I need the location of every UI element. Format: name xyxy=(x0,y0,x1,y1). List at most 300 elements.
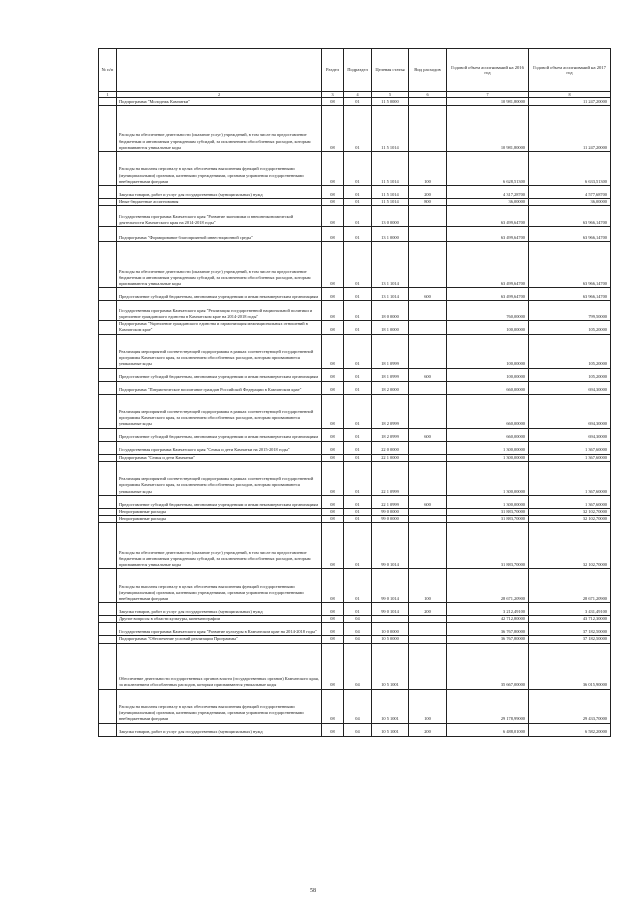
cell-num xyxy=(99,616,117,623)
cell-y2016: 29 178,99000 xyxy=(447,689,529,723)
cell-target xyxy=(372,616,409,623)
table-row xyxy=(99,206,611,227)
cell-y2017: 105,20000 xyxy=(529,368,611,381)
cell-target: 10 5 1001 xyxy=(372,643,409,689)
cell-target: 18 2 0000 xyxy=(372,381,409,394)
table-row xyxy=(99,461,611,495)
cell-name: Закупка товаров, работ и услуг для государственных (муниципальных) нужд xyxy=(117,186,322,199)
table-row xyxy=(99,301,611,321)
cell-subsection: 04 xyxy=(344,643,372,689)
cell-y2017: 1 367,60000 xyxy=(529,495,611,508)
cell-target: 22 1 0999 xyxy=(372,495,409,508)
cell-y2016: 31 883,70000 xyxy=(447,516,529,523)
cell-section: 08 xyxy=(322,301,344,321)
cell-name: Предоставление субсидий бюджетным, автономным учреждениям и иным некоммерческим организациям xyxy=(117,495,322,508)
cell-num xyxy=(99,368,117,381)
header-target: Целевая статья xyxy=(372,49,409,92)
cell-subsection: 01 xyxy=(344,516,372,523)
cell-name: Предоставление субсидий бюджетным, автономным учреждениям и иным некоммерческим организациям xyxy=(117,428,322,441)
table-row xyxy=(99,643,611,689)
cell-target: 18 0 0000 xyxy=(372,301,409,321)
table-row xyxy=(99,152,611,186)
cell-num xyxy=(99,523,117,569)
cell-name: Подпрограмма "Обеспечение условий реализации Программы" xyxy=(117,636,322,643)
cell-subsection: 01 xyxy=(344,495,372,508)
cell-subsection: 01 xyxy=(344,321,372,334)
budget-sheet xyxy=(98,48,610,737)
cell-y2016: 10 981,80000 xyxy=(447,98,529,106)
cell-y2016: 100,00000 xyxy=(447,334,529,368)
cell-y2017: 36,00000 xyxy=(529,199,611,206)
col-number: 3 xyxy=(322,92,344,98)
header-subsection: Подраздел xyxy=(344,49,372,92)
table-row xyxy=(99,98,611,106)
cell-vr xyxy=(409,98,447,106)
cell-y2016: 36 767,80000 xyxy=(447,636,529,643)
cell-y2016: 4 317,28700 xyxy=(447,186,529,199)
cell-y2016: 28 671,20900 xyxy=(447,569,529,603)
cell-vr: 100 xyxy=(409,569,447,603)
col-number: 2 xyxy=(117,92,322,98)
cell-num xyxy=(99,623,117,636)
cell-subsection: 01 xyxy=(344,152,372,186)
cell-section: 08 xyxy=(322,206,344,227)
cell-section: 08 xyxy=(322,569,344,603)
cell-y2016: 100,00000 xyxy=(447,368,529,381)
table-row xyxy=(99,288,611,301)
cell-y2016: 36 767,80000 xyxy=(447,623,529,636)
cell-section: 08 xyxy=(322,227,344,242)
cell-subsection: 01 xyxy=(344,227,372,242)
table-row xyxy=(99,227,611,242)
cell-num xyxy=(99,441,117,454)
cell-y2016: 63 499,64700 xyxy=(447,206,529,227)
cell-y2017: 63 966,14700 xyxy=(529,206,611,227)
table-row xyxy=(99,368,611,381)
table-row xyxy=(99,186,611,199)
cell-section: 08 xyxy=(322,428,344,441)
cell-y2017: 32 102,70000 xyxy=(529,516,611,523)
header-expense-type: Вид расходов xyxy=(409,49,447,92)
cell-vr xyxy=(409,623,447,636)
cell-name: Предоставление субсидий бюджетным, автономным учреждениям и иным некоммерческим организациям xyxy=(117,288,322,301)
cell-num xyxy=(99,381,117,394)
cell-section: 08 xyxy=(322,381,344,394)
cell-vr: 600 xyxy=(409,495,447,508)
cell-target: 18 1 0999 xyxy=(372,334,409,368)
cell-y2017: 105,20000 xyxy=(529,334,611,368)
table-row xyxy=(99,106,611,152)
cell-subsection: 01 xyxy=(344,441,372,454)
cell-target: 11 5 0000 xyxy=(372,98,409,106)
cell-section: 08 xyxy=(322,334,344,368)
cell-num xyxy=(99,206,117,227)
cell-section: 08 xyxy=(322,288,344,301)
cell-name: Государственная программа Камчатского края "Развитие экономики и внешнеэкономической деятельности Камчатского края на 2014-2018 годы" xyxy=(117,206,322,227)
cell-section: 08 xyxy=(322,186,344,199)
cell-name: Закупка товаров, работ и услуг для государственных (муниципальных) нужд xyxy=(117,723,322,736)
cell-vr xyxy=(409,441,447,454)
cell-num xyxy=(99,242,117,288)
cell-subsection: 01 xyxy=(344,523,372,569)
cell-subsection: 01 xyxy=(344,334,372,368)
cell-target: 22 1 0000 xyxy=(372,454,409,461)
cell-num xyxy=(99,288,117,301)
cell-num xyxy=(99,643,117,689)
cell-vr: 200 xyxy=(409,603,447,616)
cell-name: Подпрограмма "Укрепление гражданского единства и гармонизация межнациональных отношений в Камчатском крае" xyxy=(117,321,322,334)
cell-vr xyxy=(409,227,447,242)
cell-vr xyxy=(409,516,447,523)
col-number: 1 xyxy=(99,92,117,98)
cell-name: Реализация мероприятий соответствующей подпрограммы в рамках соответствующей государственной программы Камчатского края, за исключением обособленных расходов, которым присваиваются уникальные коды xyxy=(117,334,322,368)
cell-y2017: 36 015,90000 xyxy=(529,643,611,689)
cell-target: 99 0 1014 xyxy=(372,523,409,569)
cell-num xyxy=(99,152,117,186)
cell-name: Реализация мероприятий соответствующей подпрограммы в рамках соответствующей государственной программы Камчатского края, за исключением обособленных расходов, которым присваиваются уникальные коды xyxy=(117,461,322,495)
cell-target: 13 0 0000 xyxy=(372,206,409,227)
cell-subsection: 01 xyxy=(344,461,372,495)
cell-target: 11 5 1014 xyxy=(372,199,409,206)
page-number: 58 xyxy=(310,888,316,894)
cell-vr: 600 xyxy=(409,368,447,381)
table-row xyxy=(99,623,611,636)
cell-subsection: 01 xyxy=(344,394,372,428)
table-row xyxy=(99,334,611,368)
cell-y2016: 31 883,70000 xyxy=(447,508,529,515)
cell-vr: 100 xyxy=(409,689,447,723)
cell-target: 99 0 0000 xyxy=(372,516,409,523)
cell-y2016: 1 300,00000 xyxy=(447,441,529,454)
table-body xyxy=(99,98,611,737)
cell-subsection: 01 xyxy=(344,301,372,321)
cell-vr: 200 xyxy=(409,186,447,199)
cell-y2016: 100,00000 xyxy=(447,321,529,334)
cell-name: Расходы на выплаты персоналу в целях обеспечения выполнения функций государственными (муниципальными) органами, казенными учреждениями, органами управления государственными внебюджетными фондами xyxy=(117,152,322,186)
header-2016: Годовой объем ассигнований на 2016 год xyxy=(447,49,529,92)
cell-y2017: 37 182,50000 xyxy=(529,636,611,643)
cell-vr xyxy=(409,381,447,394)
cell-num xyxy=(99,495,117,508)
cell-section: 08 xyxy=(322,106,344,152)
cell-target: 10 5 1001 xyxy=(372,689,409,723)
cell-name: Государственная программа Камчатского края "Развитие культуры в Камчатском крае на 2014-2018 годы" xyxy=(117,623,322,636)
cell-vr xyxy=(409,643,447,689)
cell-subsection: 01 xyxy=(344,106,372,152)
cell-subsection: 01 xyxy=(344,508,372,515)
cell-vr: 200 xyxy=(409,723,447,736)
col-number: 8 xyxy=(529,92,611,98)
table-row xyxy=(99,616,611,623)
cell-section: 08 xyxy=(322,723,344,736)
cell-name: Непрограммные расходы xyxy=(117,516,322,523)
cell-name: Иные бюджетные ассигнования xyxy=(117,199,322,206)
cell-section: 08 xyxy=(322,603,344,616)
table-row xyxy=(99,242,611,288)
cell-target: 11 5 1014 xyxy=(372,106,409,152)
header-2017: Годовой объем ассигнований на 2017 год xyxy=(529,49,611,92)
cell-name: Непрограммные расходы xyxy=(117,508,322,515)
cell-section: 08 xyxy=(322,623,344,636)
cell-name: Подпрограмма "Патриотическое воспитание граждан Российской Федерации в Камчатском крае" xyxy=(117,381,322,394)
cell-y2016: 63 499,64700 xyxy=(447,288,529,301)
cell-name: Расходы на выплаты персоналу в целях обеспечения выполнения функций государственными (муниципальными) органами, казенными учреждениями, органами управления государственными внебюджетными фондами xyxy=(117,689,322,723)
cell-subsection: 01 xyxy=(344,186,372,199)
cell-subsection: 04 xyxy=(344,623,372,636)
cell-y2017: 1 367,60000 xyxy=(529,441,611,454)
cell-num xyxy=(99,454,117,461)
cell-y2017: 4 577,68700 xyxy=(529,186,611,199)
cell-section: 08 xyxy=(322,636,344,643)
cell-subsection: 01 xyxy=(344,242,372,288)
cell-subsection: 04 xyxy=(344,723,372,736)
cell-vr: 100 xyxy=(409,152,447,186)
table-row xyxy=(99,441,611,454)
cell-subsection: 04 xyxy=(344,636,372,643)
cell-target: 13 1 1014 xyxy=(372,288,409,301)
col-number: 4 xyxy=(344,92,372,98)
cell-subsection: 01 xyxy=(344,98,372,106)
cell-target: 13 1 0000 xyxy=(372,227,409,242)
cell-num xyxy=(99,723,117,736)
cell-y2016: 6 628,51300 xyxy=(447,152,529,186)
table-row xyxy=(99,394,611,428)
cell-name: Расходы на обеспечение деятельности (оказание услуг) учреждений, в том числе на предоставление бюджетным и автономным учреждениям субсидий, за исключением обособленных расходов, которым присваиваются уникальные коды xyxy=(117,523,322,569)
cell-target: 18 2 0999 xyxy=(372,394,409,428)
header-num: № п/п xyxy=(99,49,117,92)
cell-y2017: 694,30000 xyxy=(529,394,611,428)
cell-section: 08 xyxy=(322,516,344,523)
cell-target: 10 5 0000 xyxy=(372,636,409,643)
cell-subsection: 01 xyxy=(344,199,372,206)
cell-num xyxy=(99,603,117,616)
cell-name: Расходы на выплаты персоналу в целях обеспечения выполнения функций государственными (муниципальными) органами, казенными учреждениями, органами управления государственными внебюджетными фондами xyxy=(117,569,322,603)
col-number: 7 xyxy=(447,92,529,98)
cell-subsection: 01 xyxy=(344,569,372,603)
cell-target: 13 1 1014 xyxy=(372,242,409,288)
cell-num xyxy=(99,334,117,368)
cell-y2017: 32 102,70000 xyxy=(529,523,611,569)
table-row xyxy=(99,603,611,616)
cell-num xyxy=(99,394,117,428)
cell-section: 08 xyxy=(322,394,344,428)
cell-section: 08 xyxy=(322,461,344,495)
cell-y2016: 660,00000 xyxy=(447,394,529,428)
cell-subsection: 01 xyxy=(344,428,372,441)
cell-section: 08 xyxy=(322,508,344,515)
cell-section: 08 xyxy=(322,152,344,186)
cell-num xyxy=(99,428,117,441)
cell-subsection: 01 xyxy=(344,368,372,381)
cell-y2017: 694,30000 xyxy=(529,428,611,441)
cell-num xyxy=(99,199,117,206)
table-row xyxy=(99,495,611,508)
header-name xyxy=(117,49,322,92)
cell-target: 11 5 1014 xyxy=(372,152,409,186)
cell-num xyxy=(99,98,117,106)
cell-y2016: 63 499,64700 xyxy=(447,242,529,288)
cell-target: 10 5 1001 xyxy=(372,723,409,736)
cell-y2017: 63 966,14700 xyxy=(529,227,611,242)
cell-vr xyxy=(409,206,447,227)
table-row xyxy=(99,523,611,569)
cell-num xyxy=(99,461,117,495)
cell-num xyxy=(99,689,117,723)
cell-name: Государственная программа Камчатского края "Реализация государственной национальной политики и укрепление гражданского единства в Камчатском крае на 2014-2018 годы" xyxy=(117,301,322,321)
cell-section: 08 xyxy=(322,242,344,288)
cell-vr xyxy=(409,508,447,515)
table-row xyxy=(99,428,611,441)
cell-y2016: 660,00000 xyxy=(447,428,529,441)
cell-vr: 600 xyxy=(409,288,447,301)
cell-y2017: 799,50000 xyxy=(529,301,611,321)
cell-section: 08 xyxy=(322,495,344,508)
cell-vr xyxy=(409,636,447,643)
cell-section: 08 xyxy=(322,368,344,381)
cell-num xyxy=(99,301,117,321)
cell-section: 08 xyxy=(322,321,344,334)
cell-y2016: 35 667,00000 xyxy=(447,643,529,689)
col-number: 5 xyxy=(372,92,409,98)
cell-y2017: 37 182,50000 xyxy=(529,623,611,636)
cell-name: Обеспечение деятельности государственных органов власти (государственных органов) Камчатского края, за исключением обособленных расходов, которым присваиваются уникальные коды xyxy=(117,643,322,689)
cell-y2016: 3 212,49100 xyxy=(447,603,529,616)
cell-y2017: 63 966,14700 xyxy=(529,288,611,301)
cell-name: Подпрограмма "Семья и дети Камчатки" xyxy=(117,454,322,461)
cell-subsection: 01 xyxy=(344,381,372,394)
cell-num xyxy=(99,636,117,643)
cell-y2016: 660,00000 xyxy=(447,381,529,394)
cell-y2016: 6 488,01000 xyxy=(447,723,529,736)
cell-vr xyxy=(409,394,447,428)
cell-section: 08 xyxy=(322,441,344,454)
cell-target: 99 0 1014 xyxy=(372,603,409,616)
table-row xyxy=(99,381,611,394)
cell-section: 08 xyxy=(322,689,344,723)
cell-vr xyxy=(409,616,447,623)
header-section: Раздел xyxy=(322,49,344,92)
col-number: 6 xyxy=(409,92,447,98)
cell-y2017: 3 431,49100 xyxy=(529,603,611,616)
cell-name: Предоставление субсидий бюджетным, автономным учреждениям и иным некоммерческим организациям xyxy=(117,368,322,381)
cell-target: 22 0 0000 xyxy=(372,441,409,454)
cell-y2017: 43 712,30000 xyxy=(529,616,611,623)
cell-y2017: 1 367,60000 xyxy=(529,454,611,461)
table-row xyxy=(99,723,611,736)
cell-subsection: 04 xyxy=(344,616,372,623)
cell-vr xyxy=(409,454,447,461)
cell-y2016: 36,00000 xyxy=(447,199,529,206)
cell-name: Государственная программа Камчатского края "Семья и дети Камчатки на 2015-2018 годы" xyxy=(117,441,322,454)
cell-y2017: 29 433,70000 xyxy=(529,689,611,723)
cell-vr xyxy=(409,523,447,569)
cell-y2017: 11 247,20000 xyxy=(529,106,611,152)
cell-target: 11 5 1014 xyxy=(372,186,409,199)
cell-y2017: 1 367,60000 xyxy=(529,461,611,495)
cell-vr xyxy=(409,301,447,321)
cell-num xyxy=(99,227,117,242)
cell-name: Реализация мероприятий соответствующей подпрограммы в рамках соответствующей государственной программы Камчатского края, за исключением обособленных расходов, которым присваиваются уникальные коды xyxy=(117,394,322,428)
table-row xyxy=(99,199,611,206)
cell-subsection: 01 xyxy=(344,603,372,616)
cell-name: Закупка товаров, работ и услуг для государственных (муниципальных) нужд xyxy=(117,603,322,616)
cell-num xyxy=(99,186,117,199)
cell-num xyxy=(99,516,117,523)
cell-vr: 600 xyxy=(409,428,447,441)
table-row xyxy=(99,569,611,603)
cell-num xyxy=(99,321,117,334)
cell-name: Другие вопросы в области культуры, кинематографии xyxy=(117,616,322,623)
cell-y2017: 28 671,20900 xyxy=(529,569,611,603)
table-row xyxy=(99,636,611,643)
cell-y2017: 11 247,20000 xyxy=(529,98,611,106)
cell-name: Расходы на обеспечение деятельности (оказание услуг) учреждений, в том числе на предоставление бюджетным и автономным учреждениям субсидий, за исключением обособленных расходов, которым присваиваются уникальные коды xyxy=(117,242,322,288)
cell-target: 10 0 0000 xyxy=(372,623,409,636)
cell-section: 08 xyxy=(322,199,344,206)
cell-name: Расходы на обеспечение деятельности (оказание услуг) учреждений, в том числе на предоставление бюджетным и автономным учреждениям субсидий, за исключением обособленных расходов, которым присваиваются уникальные коды xyxy=(117,106,322,152)
cell-name: Подпрограмма "Молодежь Камчатки" xyxy=(117,98,322,106)
cell-name: Подпрограмма "Формирование благоприятной инвестиционной среды" xyxy=(117,227,322,242)
cell-subsection: 01 xyxy=(344,454,372,461)
cell-vr xyxy=(409,461,447,495)
cell-vr xyxy=(409,334,447,368)
cell-section: 08 xyxy=(322,523,344,569)
cell-target: 18 2 0999 xyxy=(372,428,409,441)
cell-section: 08 xyxy=(322,616,344,623)
cell-section: 08 xyxy=(322,643,344,689)
table-row xyxy=(99,454,611,461)
table-row xyxy=(99,516,611,523)
table-header-row xyxy=(99,49,611,92)
cell-vr: 800 xyxy=(409,199,447,206)
cell-target: 18 1 0999 xyxy=(372,368,409,381)
cell-subsection: 01 xyxy=(344,206,372,227)
cell-target: 99 0 0000 xyxy=(372,508,409,515)
cell-y2017: 694,30000 xyxy=(529,381,611,394)
cell-subsection: 01 xyxy=(344,288,372,301)
cell-y2017: 63 966,14700 xyxy=(529,242,611,288)
cell-y2016: 42 712,80000 xyxy=(447,616,529,623)
cell-vr xyxy=(409,106,447,152)
cell-subsection: 04 xyxy=(344,689,372,723)
cell-section: 08 xyxy=(322,454,344,461)
cell-target: 99 0 1014 xyxy=(372,569,409,603)
table-row xyxy=(99,321,611,334)
cell-section: 08 xyxy=(322,98,344,106)
cell-vr xyxy=(409,242,447,288)
table-row xyxy=(99,508,611,515)
cell-num xyxy=(99,569,117,603)
cell-y2017: 105,20000 xyxy=(529,321,611,334)
cell-num xyxy=(99,106,117,152)
cell-y2016: 1 300,00000 xyxy=(447,495,529,508)
cell-vr xyxy=(409,321,447,334)
table-row xyxy=(99,689,611,723)
cell-y2017: 32 102,70000 xyxy=(529,508,611,515)
cell-target: 22 1 0999 xyxy=(372,461,409,495)
cell-y2017: 6 633,51300 xyxy=(529,152,611,186)
budget-table xyxy=(98,48,611,737)
cell-y2016: 1 300,00000 xyxy=(447,461,529,495)
cell-num xyxy=(99,508,117,515)
cell-target: 18 1 0000 xyxy=(372,321,409,334)
cell-y2016: 63 499,64700 xyxy=(447,227,529,242)
cell-y2016: 10 981,80000 xyxy=(447,106,529,152)
cell-y2016: 760,00000 xyxy=(447,301,529,321)
cell-y2016: 31 883,70000 xyxy=(447,523,529,569)
cell-y2017: 6 582,20000 xyxy=(529,723,611,736)
cell-y2016: 1 300,00000 xyxy=(447,454,529,461)
